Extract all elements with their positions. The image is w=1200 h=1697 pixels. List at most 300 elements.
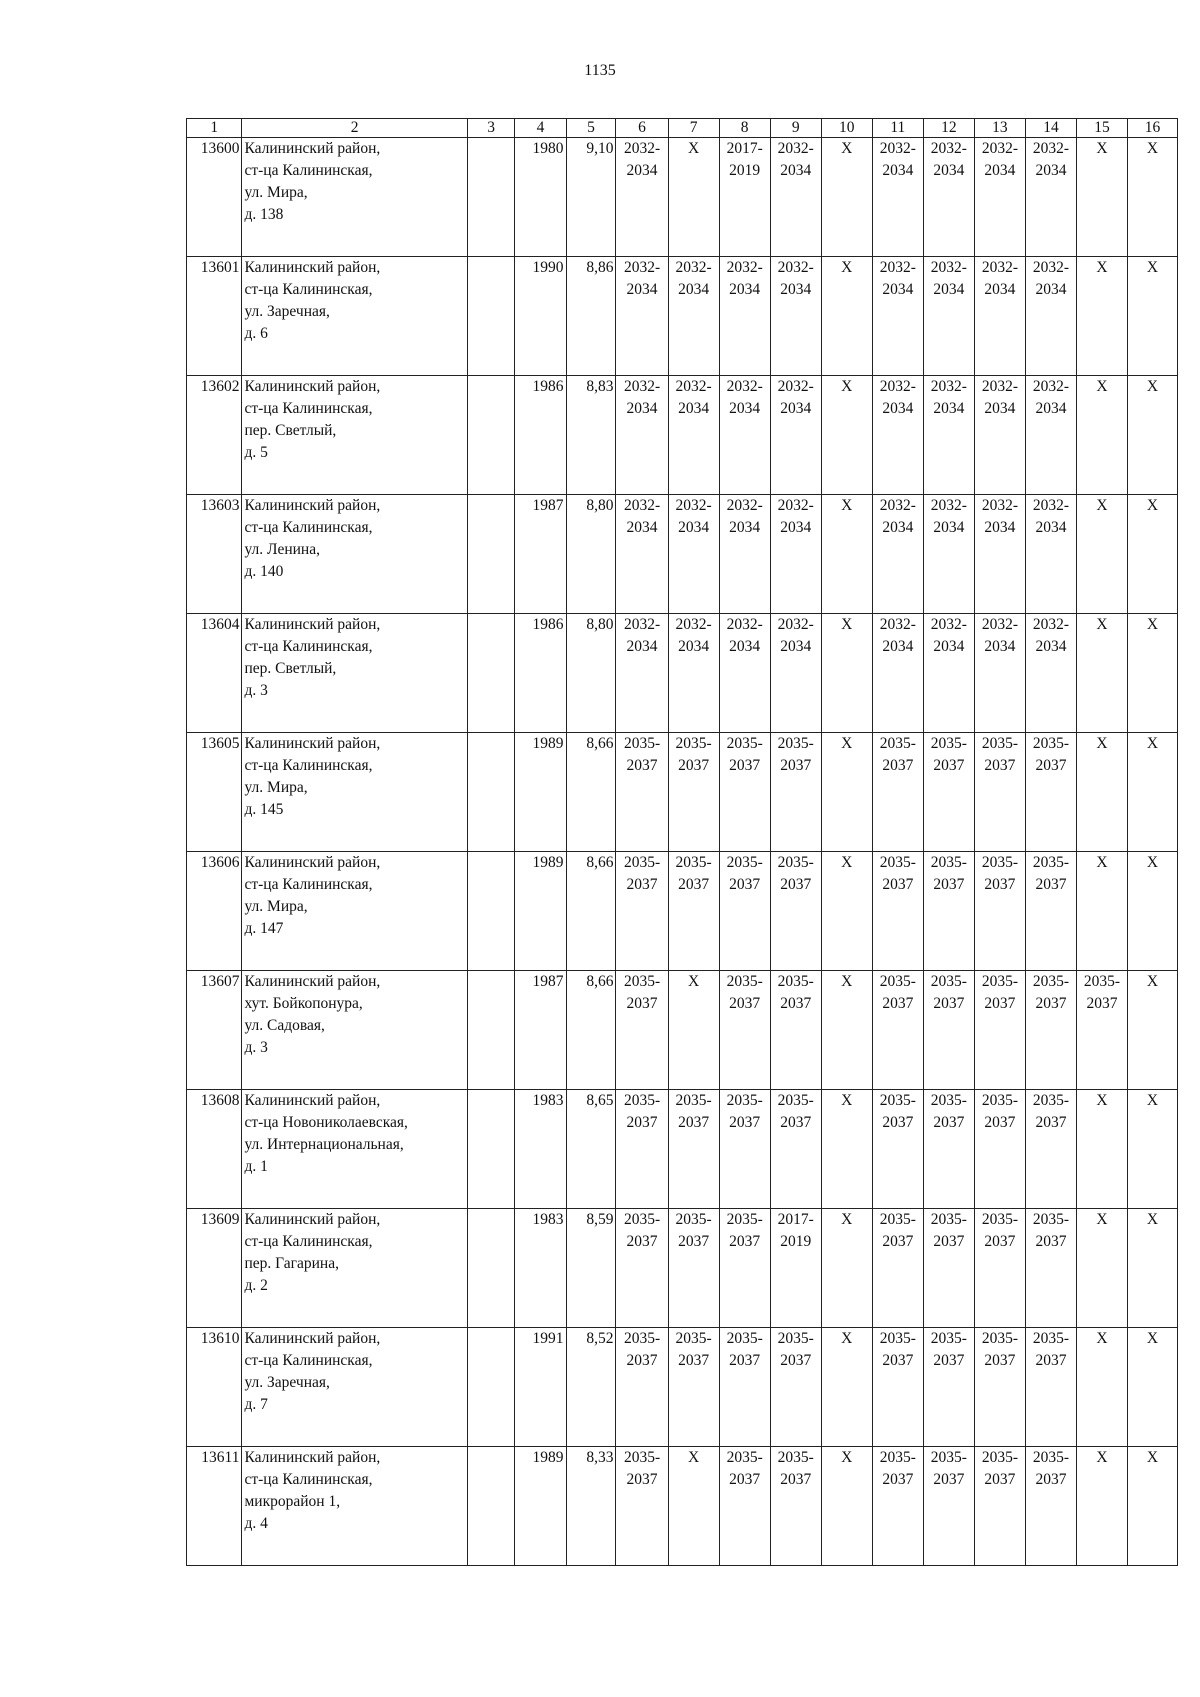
period-line: 2037 bbox=[626, 757, 658, 774]
period-line: 2037 bbox=[882, 1471, 914, 1488]
period-cell bbox=[923, 1209, 974, 1328]
year-cell: 1983 bbox=[515, 1209, 566, 1328]
period-cell bbox=[668, 376, 719, 495]
period-line: 2032- bbox=[623, 378, 661, 395]
row-number: 13602 bbox=[187, 376, 242, 495]
column-header: 8 bbox=[719, 119, 770, 138]
period-line: 2034 bbox=[678, 400, 710, 417]
address-line: д. 1 bbox=[244, 1158, 268, 1175]
period-line: 2035- bbox=[930, 1449, 967, 1466]
year-cell: 1991 bbox=[515, 1328, 566, 1447]
period-line: 2034 bbox=[678, 638, 710, 655]
address-cell bbox=[242, 495, 467, 614]
address-cell bbox=[242, 1209, 467, 1328]
address-line: ст-ца Калининская, bbox=[244, 400, 373, 417]
period-line: 2034 bbox=[780, 638, 812, 655]
address-line: ст-ца Калининская, bbox=[244, 162, 373, 179]
period-line: 2037 bbox=[933, 1114, 965, 1131]
table-body bbox=[187, 138, 1178, 1566]
x-mark: Х bbox=[1146, 735, 1159, 752]
period-cell bbox=[770, 1328, 821, 1447]
address-cell bbox=[242, 614, 467, 733]
period-line: 2035- bbox=[879, 1211, 916, 1228]
not-applicable-cell bbox=[1128, 257, 1178, 376]
period-line: 2035- bbox=[930, 735, 967, 752]
column-header: 12 bbox=[923, 119, 974, 138]
row-number: 13600 bbox=[187, 138, 242, 257]
period-cell bbox=[923, 495, 974, 614]
column-header: 13 bbox=[974, 119, 1025, 138]
row-number: 13611 bbox=[187, 1447, 242, 1566]
area-cell: 8,66 bbox=[566, 971, 616, 1090]
period-cell bbox=[616, 1447, 668, 1566]
table-row bbox=[187, 733, 1178, 852]
address-line: ст-ца Калининская, bbox=[244, 1471, 373, 1488]
address-line: ул. Садовая, bbox=[244, 1017, 325, 1034]
period-cell bbox=[719, 971, 770, 1090]
period-line: 2034 bbox=[626, 638, 658, 655]
period-line: 2035- bbox=[879, 735, 916, 752]
not-applicable-cell bbox=[821, 1090, 872, 1209]
period-cell bbox=[1025, 138, 1076, 257]
not-applicable-cell bbox=[821, 138, 872, 257]
x-mark: Х bbox=[1096, 1092, 1108, 1109]
address-line: ул. Мира, bbox=[244, 184, 308, 201]
period-line: 2037 bbox=[678, 1352, 710, 1369]
period-line: 2035- bbox=[675, 1092, 712, 1109]
x-mark: Х bbox=[688, 140, 700, 157]
not-applicable-cell bbox=[1128, 1328, 1178, 1447]
period-cell bbox=[872, 852, 923, 971]
x-mark: Х bbox=[1096, 140, 1108, 157]
period-line: 2035- bbox=[1032, 854, 1070, 871]
address-line: д. 138 bbox=[244, 206, 284, 223]
x-mark: Х bbox=[1096, 1211, 1108, 1228]
period-cell bbox=[872, 1209, 923, 1328]
x-mark: Х bbox=[1146, 259, 1159, 276]
x-mark: Х bbox=[1096, 854, 1108, 871]
period-line: 2034 bbox=[780, 519, 812, 536]
area-cell: 8,80 bbox=[566, 614, 616, 733]
period-line: 2035- bbox=[675, 1211, 712, 1228]
period-line: 2037 bbox=[882, 995, 914, 1012]
address-line: д. 4 bbox=[244, 1515, 268, 1532]
period-cell bbox=[1025, 376, 1076, 495]
address-line: ст-ца Калининская, bbox=[244, 519, 373, 536]
period-line: 2037 bbox=[729, 1352, 761, 1369]
period-line: 2034 bbox=[678, 281, 710, 298]
period-line: 2032- bbox=[675, 378, 712, 395]
period-cell bbox=[974, 1090, 1025, 1209]
address-line: Калининский район, bbox=[244, 497, 381, 514]
period-cell bbox=[974, 376, 1025, 495]
period-line: 2035- bbox=[1032, 1092, 1070, 1109]
period-line: 2037 bbox=[678, 1114, 710, 1131]
period-line: 2035- bbox=[777, 735, 814, 752]
period-cell bbox=[719, 614, 770, 733]
period-line: 2034 bbox=[1035, 519, 1067, 536]
period-cell bbox=[974, 852, 1025, 971]
x-mark: Х bbox=[1096, 735, 1108, 752]
period-line: 2035- bbox=[930, 1092, 967, 1109]
period-line: 2032- bbox=[879, 378, 916, 395]
period-line: 2032- bbox=[675, 616, 712, 633]
column-header: 11 bbox=[872, 119, 923, 138]
period-cell bbox=[616, 852, 668, 971]
address-cell bbox=[242, 1090, 467, 1209]
period-cell bbox=[770, 852, 821, 971]
period-line: 2034 bbox=[882, 519, 914, 536]
period-line: 2032- bbox=[726, 616, 763, 633]
period-line: 2037 bbox=[626, 1233, 658, 1250]
x-mark: Х bbox=[841, 854, 853, 871]
period-cell bbox=[1025, 495, 1076, 614]
period-line: 2035- bbox=[1032, 1330, 1070, 1347]
column-3-cell bbox=[467, 733, 515, 852]
area-cell: 8,65 bbox=[566, 1090, 616, 1209]
column-header: 10 bbox=[821, 119, 872, 138]
period-line: 2037 bbox=[1035, 876, 1067, 893]
area-cell: 8,83 bbox=[566, 376, 616, 495]
column-3-cell bbox=[467, 1328, 515, 1447]
period-line: 2034 bbox=[984, 281, 1016, 298]
header-row bbox=[187, 119, 1178, 138]
column-header: 4 bbox=[515, 119, 566, 138]
period-cell bbox=[719, 733, 770, 852]
period-line: 2037 bbox=[1035, 1352, 1067, 1369]
period-line: 2035- bbox=[623, 973, 661, 990]
period-line: 2035- bbox=[879, 854, 916, 871]
period-line: 2032- bbox=[981, 497, 1018, 514]
x-mark: Х bbox=[688, 973, 700, 990]
x-mark: Х bbox=[1096, 616, 1108, 633]
period-cell bbox=[923, 614, 974, 733]
year-cell: 1986 bbox=[515, 376, 566, 495]
period-cell bbox=[974, 495, 1025, 614]
period-cell bbox=[974, 1328, 1025, 1447]
period-line: 2037 bbox=[626, 995, 658, 1012]
period-cell bbox=[923, 852, 974, 971]
x-mark: Х bbox=[1146, 140, 1159, 157]
address-line: ул. Заречная, bbox=[244, 303, 330, 320]
row-number: 13607 bbox=[187, 971, 242, 1090]
period-line: 2035- bbox=[623, 735, 661, 752]
period-cell bbox=[770, 138, 821, 257]
period-line: 2037 bbox=[1035, 1233, 1067, 1250]
period-line: 2032- bbox=[879, 616, 916, 633]
period-line: 2035- bbox=[879, 1449, 916, 1466]
year-cell: 1989 bbox=[515, 852, 566, 971]
column-header: 2 bbox=[242, 119, 467, 138]
period-cell bbox=[974, 614, 1025, 733]
period-cell bbox=[923, 1447, 974, 1566]
year-cell: 1987 bbox=[515, 971, 566, 1090]
period-line: 2017- bbox=[726, 140, 763, 157]
period-cell bbox=[872, 138, 923, 257]
period-line: 2035- bbox=[1032, 735, 1070, 752]
period-line: 2035- bbox=[981, 1211, 1018, 1228]
period-line: 2032- bbox=[1032, 497, 1070, 514]
period-line: 2035- bbox=[777, 973, 814, 990]
period-cell bbox=[872, 614, 923, 733]
period-line: 2037 bbox=[729, 876, 761, 893]
not-applicable-cell bbox=[1128, 495, 1178, 614]
period-line: 2035- bbox=[930, 854, 967, 871]
period-line: 2032- bbox=[1032, 140, 1070, 157]
not-applicable-cell bbox=[1128, 1090, 1178, 1209]
not-applicable-cell bbox=[821, 614, 872, 733]
period-line: 2037 bbox=[882, 1114, 914, 1131]
x-mark: Х bbox=[1146, 1330, 1159, 1347]
area-cell: 9,10 bbox=[566, 138, 616, 257]
not-applicable-cell bbox=[821, 971, 872, 1090]
table-row bbox=[187, 495, 1178, 614]
address-cell bbox=[242, 138, 467, 257]
period-cell bbox=[770, 257, 821, 376]
period-line: 2032- bbox=[981, 616, 1018, 633]
period-cell bbox=[923, 257, 974, 376]
period-line: 2037 bbox=[780, 876, 812, 893]
address-line: ул. Мира, bbox=[244, 779, 308, 796]
not-applicable-cell bbox=[821, 1447, 872, 1566]
period-line: 2032- bbox=[879, 497, 916, 514]
column-header: 16 bbox=[1128, 119, 1178, 138]
address-line: д. 3 bbox=[244, 682, 268, 699]
column-header: 1 bbox=[187, 119, 242, 138]
period-line: 2037 bbox=[780, 995, 812, 1012]
x-mark: Х bbox=[1146, 497, 1159, 514]
address-cell bbox=[242, 1328, 467, 1447]
period-line: 2017- bbox=[777, 1211, 814, 1228]
period-cell bbox=[719, 1209, 770, 1328]
column-header: 6 bbox=[616, 119, 668, 138]
period-line: 2037 bbox=[780, 1471, 812, 1488]
table-row bbox=[187, 257, 1178, 376]
period-cell bbox=[872, 1328, 923, 1447]
row-number: 13603 bbox=[187, 495, 242, 614]
x-mark: Х bbox=[841, 140, 853, 157]
period-line: 2032- bbox=[930, 259, 967, 276]
period-cell bbox=[616, 138, 668, 257]
not-applicable-cell bbox=[668, 1447, 719, 1566]
period-line: 2037 bbox=[984, 995, 1016, 1012]
table-row bbox=[187, 1209, 1178, 1328]
period-cell bbox=[923, 376, 974, 495]
not-applicable-cell bbox=[1076, 257, 1127, 376]
period-line: 2034 bbox=[780, 162, 812, 179]
period-line: 2034 bbox=[933, 400, 965, 417]
period-line: 2034 bbox=[626, 519, 658, 536]
period-line: 2037 bbox=[678, 1233, 710, 1250]
address-line: Калининский район, bbox=[244, 259, 381, 276]
period-line: 2037 bbox=[729, 995, 761, 1012]
period-line: 2037 bbox=[729, 757, 761, 774]
address-line: д. 140 bbox=[244, 563, 284, 580]
period-line: 2034 bbox=[626, 400, 658, 417]
period-cell bbox=[872, 733, 923, 852]
x-mark: Х bbox=[841, 616, 853, 633]
period-cell bbox=[719, 852, 770, 971]
period-cell bbox=[1025, 971, 1076, 1090]
period-cell bbox=[616, 376, 668, 495]
period-line: 2035- bbox=[981, 973, 1018, 990]
period-cell bbox=[616, 1328, 668, 1447]
period-cell bbox=[668, 614, 719, 733]
period-cell bbox=[719, 1328, 770, 1447]
table-row bbox=[187, 852, 1178, 971]
address-line: ст-ца Калининская, bbox=[244, 757, 373, 774]
period-cell bbox=[1025, 1209, 1076, 1328]
table-row bbox=[187, 614, 1178, 733]
table-row bbox=[187, 971, 1178, 1090]
period-line: 2035- bbox=[981, 1449, 1018, 1466]
x-mark: Х bbox=[1096, 497, 1108, 514]
year-cell: 1980 bbox=[515, 138, 566, 257]
period-line: 2035- bbox=[930, 1330, 967, 1347]
not-applicable-cell bbox=[1128, 1447, 1178, 1566]
x-mark: Х bbox=[1096, 259, 1108, 276]
period-cell bbox=[668, 1209, 719, 1328]
period-line: 2035- bbox=[981, 1330, 1018, 1347]
period-line: 2035- bbox=[777, 1330, 814, 1347]
period-cell bbox=[770, 376, 821, 495]
not-applicable-cell bbox=[1128, 376, 1178, 495]
period-line: 2034 bbox=[626, 162, 658, 179]
column-3-cell bbox=[467, 1090, 515, 1209]
period-line: 2035- bbox=[879, 973, 916, 990]
column-3-cell bbox=[467, 376, 515, 495]
table-row bbox=[187, 376, 1178, 495]
period-cell bbox=[923, 138, 974, 257]
not-applicable-cell bbox=[1076, 1447, 1127, 1566]
period-cell bbox=[770, 1209, 821, 1328]
period-line: 2037 bbox=[1086, 995, 1118, 1012]
period-line: 2034 bbox=[984, 162, 1016, 179]
x-mark: Х bbox=[841, 1449, 853, 1466]
period-cell bbox=[770, 1090, 821, 1209]
period-line: 2035- bbox=[930, 973, 967, 990]
not-applicable-cell bbox=[1076, 614, 1127, 733]
period-cell bbox=[872, 376, 923, 495]
x-mark: Х bbox=[841, 378, 853, 395]
period-line: 2035- bbox=[726, 1330, 763, 1347]
period-line: 2035- bbox=[777, 854, 814, 871]
period-cell bbox=[974, 257, 1025, 376]
period-cell bbox=[668, 495, 719, 614]
period-cell bbox=[668, 852, 719, 971]
period-line: 2037 bbox=[984, 1352, 1016, 1369]
period-line: 2034 bbox=[780, 400, 812, 417]
row-number: 13609 bbox=[187, 1209, 242, 1328]
period-line: 2034 bbox=[626, 281, 658, 298]
not-applicable-cell bbox=[1128, 138, 1178, 257]
period-cell bbox=[1076, 971, 1127, 1090]
period-line: 2035- bbox=[623, 1330, 661, 1347]
period-line: 2037 bbox=[1035, 1471, 1067, 1488]
period-line: 2032- bbox=[930, 497, 967, 514]
period-line: 2032- bbox=[777, 497, 814, 514]
period-line: 2037 bbox=[729, 1233, 761, 1250]
period-line: 2032- bbox=[623, 497, 661, 514]
period-line: 2032- bbox=[930, 616, 967, 633]
address-cell bbox=[242, 852, 467, 971]
area-cell: 8,86 bbox=[566, 257, 616, 376]
period-line: 2032- bbox=[1032, 259, 1070, 276]
table-row bbox=[187, 1447, 1178, 1566]
address-line: д. 145 bbox=[244, 801, 284, 818]
year-cell: 1986 bbox=[515, 614, 566, 733]
period-line: 2032- bbox=[879, 140, 916, 157]
address-line: Калининский район, bbox=[244, 735, 381, 752]
period-line: 2034 bbox=[984, 519, 1016, 536]
period-line: 2034 bbox=[984, 400, 1016, 417]
year-cell: 1989 bbox=[515, 1447, 566, 1566]
address-line: д. 3 bbox=[244, 1039, 268, 1056]
period-cell bbox=[616, 971, 668, 1090]
period-line: 2035- bbox=[879, 1092, 916, 1109]
period-line: 2019 bbox=[729, 162, 761, 179]
period-cell bbox=[668, 1328, 719, 1447]
x-mark: Х bbox=[1096, 1330, 1108, 1347]
period-line: 2032- bbox=[623, 259, 661, 276]
column-header: 5 bbox=[566, 119, 616, 138]
x-mark: Х bbox=[841, 497, 853, 514]
table-row bbox=[187, 1328, 1178, 1447]
period-line: 2037 bbox=[933, 1471, 965, 1488]
period-line: 2034 bbox=[933, 281, 965, 298]
column-3-cell bbox=[467, 138, 515, 257]
period-cell bbox=[923, 971, 974, 1090]
period-line: 2034 bbox=[882, 281, 914, 298]
column-3-cell bbox=[467, 852, 515, 971]
address-line: пер. Светлый, bbox=[244, 422, 337, 439]
row-number: 13601 bbox=[187, 257, 242, 376]
period-line: 2037 bbox=[882, 1233, 914, 1250]
period-line: 2032- bbox=[726, 259, 763, 276]
period-line: 2034 bbox=[882, 400, 914, 417]
row-number: 13608 bbox=[187, 1090, 242, 1209]
address-line: пер. Светлый, bbox=[244, 660, 337, 677]
area-cell: 8,66 bbox=[566, 733, 616, 852]
period-line: 2032- bbox=[1032, 378, 1070, 395]
period-line: 2032- bbox=[777, 378, 814, 395]
address-line: Калининский район, bbox=[244, 140, 381, 157]
address-cell bbox=[242, 971, 467, 1090]
not-applicable-cell bbox=[1076, 376, 1127, 495]
period-line: 2034 bbox=[780, 281, 812, 298]
period-cell bbox=[923, 1090, 974, 1209]
area-cell: 8,52 bbox=[566, 1328, 616, 1447]
period-line: 2034 bbox=[729, 638, 761, 655]
not-applicable-cell bbox=[821, 852, 872, 971]
address-line: Калининский район, bbox=[244, 616, 381, 633]
x-mark: Х bbox=[841, 1092, 853, 1109]
address-line: д. 6 bbox=[244, 325, 268, 342]
period-line: 2037 bbox=[1035, 757, 1067, 774]
row-number: 13604 bbox=[187, 614, 242, 733]
period-cell bbox=[770, 971, 821, 1090]
period-line: 2034 bbox=[1035, 281, 1067, 298]
period-line: 2032- bbox=[981, 378, 1018, 395]
year-cell: 1989 bbox=[515, 733, 566, 852]
period-cell bbox=[616, 733, 668, 852]
address-line: ст-ца Новониколаевская, bbox=[244, 1114, 408, 1131]
area-cell: 8,33 bbox=[566, 1447, 616, 1566]
period-cell bbox=[719, 257, 770, 376]
period-line: 2035- bbox=[930, 1211, 967, 1228]
period-cell bbox=[923, 1328, 974, 1447]
period-line: 2037 bbox=[626, 1114, 658, 1131]
